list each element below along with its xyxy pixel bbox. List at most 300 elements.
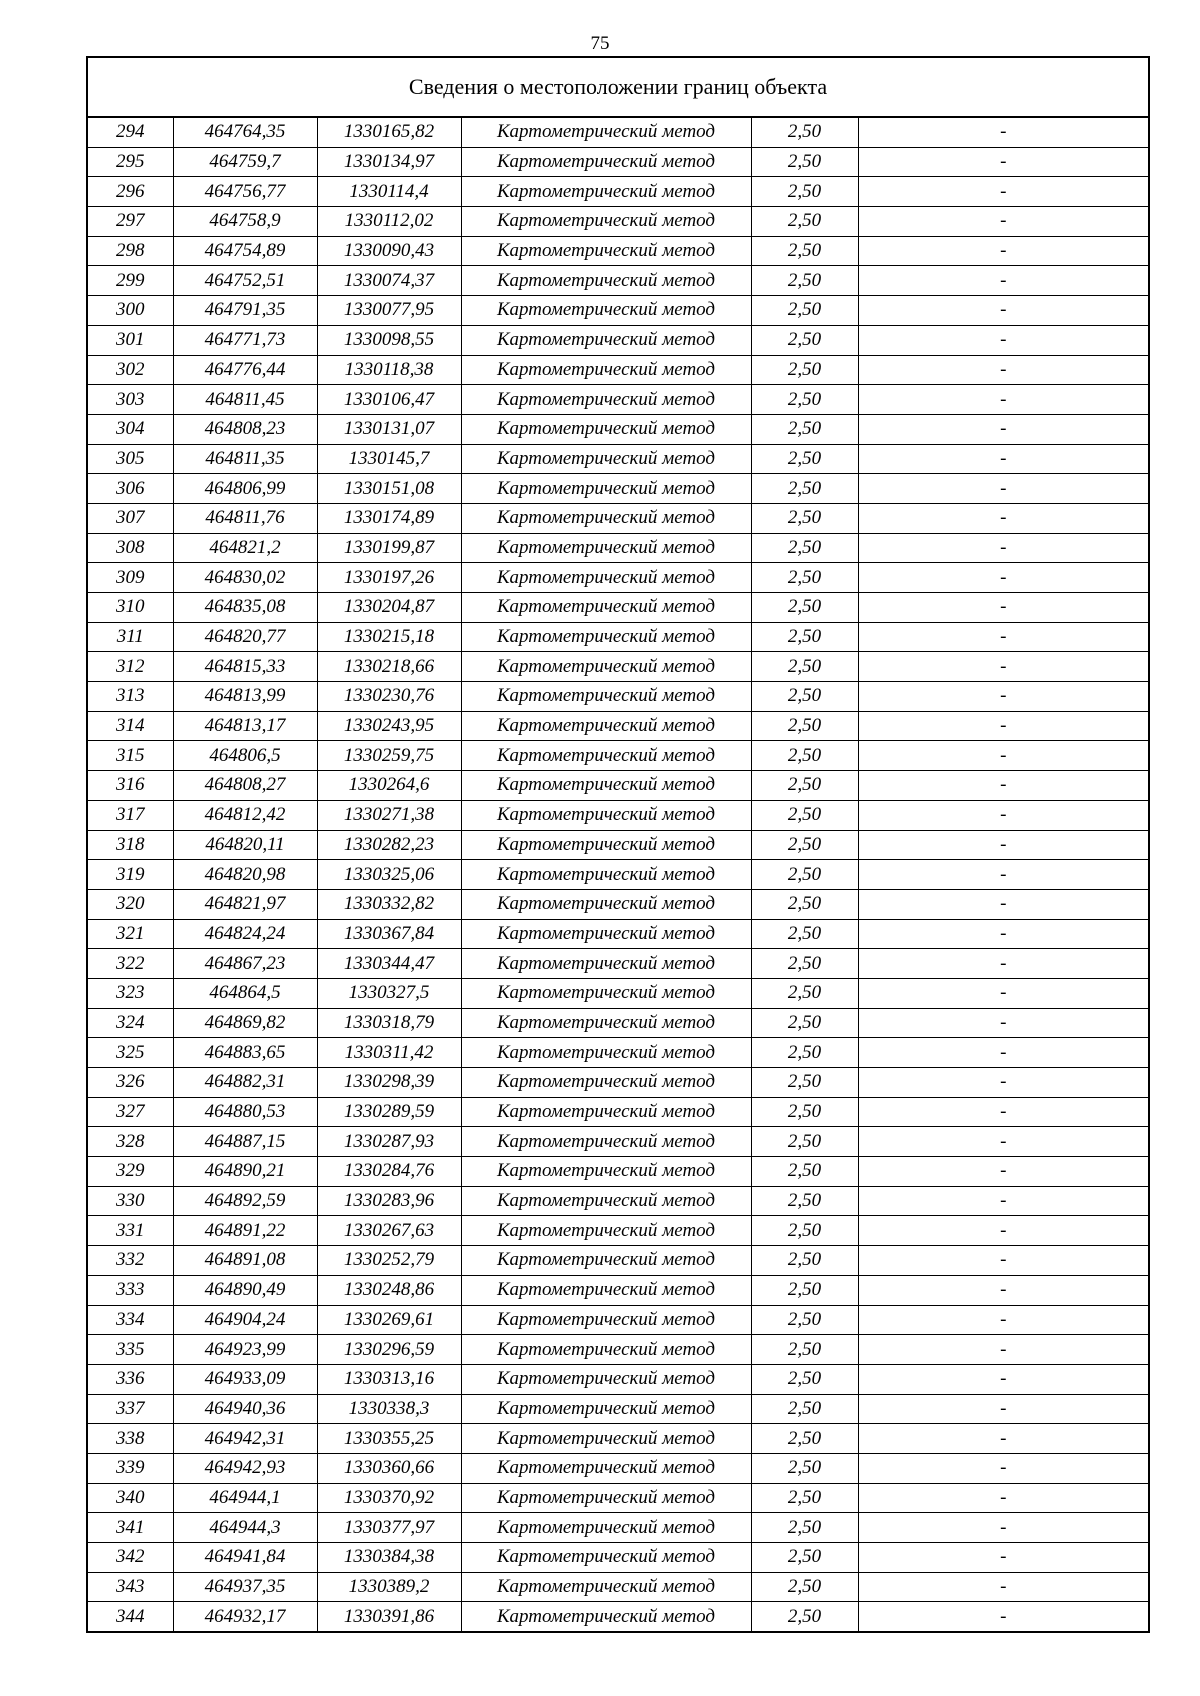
x-coordinate-cell: 464811,76 [173,503,317,533]
table-row [88,236,1148,266]
accuracy-cell: 2,50 [751,474,858,504]
table-row [88,711,1148,741]
description-cell: - [858,593,1148,623]
y-coordinate-cell: 1330165,82 [317,118,461,147]
method-cell: Картометрический метод [461,1453,751,1483]
y-coordinate-cell: 1330098,55 [317,325,461,355]
description-cell: - [858,1364,1148,1394]
method-cell: Картометрический метод [461,1246,751,1276]
y-coordinate-cell: 1330296,59 [317,1335,461,1365]
method-cell: Картометрический метод [461,296,751,326]
method-cell: Картометрический метод [461,1008,751,1038]
y-coordinate-cell: 1330077,95 [317,296,461,326]
x-coordinate-cell: 464923,99 [173,1335,317,1365]
method-cell: Картометрический метод [461,1394,751,1424]
x-coordinate-cell: 464941,84 [173,1543,317,1573]
y-coordinate-cell: 1330215,18 [317,622,461,652]
y-coordinate-cell: 1330114,4 [317,177,461,207]
method-cell: Картометрический метод [461,147,751,177]
point-number-cell: 307 [88,503,173,533]
table-row [88,652,1148,682]
description-cell: - [858,830,1148,860]
x-coordinate-cell: 464944,1 [173,1483,317,1513]
accuracy-cell: 2,50 [751,1157,858,1187]
method-cell: Картометрический метод [461,741,751,771]
description-cell: - [858,711,1148,741]
table-row [88,949,1148,979]
accuracy-cell: 2,50 [751,1305,858,1335]
y-coordinate-cell: 1330325,06 [317,860,461,890]
description-cell: - [858,800,1148,830]
table-row [88,1453,1148,1483]
accuracy-cell: 2,50 [751,1275,858,1305]
method-cell: Картометрический метод [461,771,751,801]
table-title: Сведения о местоположении границ объекта [88,58,1148,118]
point-number-cell: 324 [88,1008,173,1038]
table-row [88,1097,1148,1127]
x-coordinate-cell: 464813,17 [173,711,317,741]
table-row [88,296,1148,326]
description-cell: - [858,1513,1148,1543]
x-coordinate-cell: 464942,93 [173,1453,317,1483]
method-cell: Картометрический метод [461,474,751,504]
y-coordinate-cell: 1330283,96 [317,1186,461,1216]
method-cell: Картометрический метод [461,682,751,712]
method-cell: Картометрический метод [461,1275,751,1305]
description-cell: - [858,325,1148,355]
point-number-cell: 335 [88,1335,173,1365]
accuracy-cell: 2,50 [751,949,858,979]
method-cell: Картометрический метод [461,1424,751,1454]
method-cell: Картометрический метод [461,1364,751,1394]
point-number-cell: 303 [88,385,173,415]
point-number-cell: 329 [88,1157,173,1187]
table-row [88,1513,1148,1543]
x-coordinate-cell: 464812,42 [173,800,317,830]
y-coordinate-cell: 1330264,6 [317,771,461,801]
method-cell: Картометрический метод [461,1186,751,1216]
method-cell: Картометрический метод [461,652,751,682]
method-cell: Картометрический метод [461,1038,751,1068]
point-number-cell: 327 [88,1097,173,1127]
accuracy-cell: 2,50 [751,533,858,563]
accuracy-cell: 2,50 [751,682,858,712]
method-cell: Картометрический метод [461,1543,751,1573]
method-cell: Картометрический метод [461,385,751,415]
x-coordinate-cell: 464758,9 [173,207,317,237]
accuracy-cell: 2,50 [751,741,858,771]
point-number-cell: 333 [88,1275,173,1305]
table-row [88,593,1148,623]
accuracy-cell: 2,50 [751,325,858,355]
description-cell: - [858,563,1148,593]
accuracy-cell: 2,50 [751,771,858,801]
method-cell: Картометрический метод [461,118,751,147]
description-cell: - [858,1453,1148,1483]
x-coordinate-cell: 464759,7 [173,147,317,177]
method-cell: Картометрический метод [461,563,751,593]
x-coordinate-cell: 464764,35 [173,118,317,147]
x-coordinate-cell: 464835,08 [173,593,317,623]
method-cell: Картометрический метод [461,1097,751,1127]
accuracy-cell: 2,50 [751,1572,858,1602]
description-cell: - [858,652,1148,682]
point-number-cell: 321 [88,919,173,949]
method-cell: Картометрический метод [461,1216,751,1246]
accuracy-cell: 2,50 [751,1008,858,1038]
y-coordinate-cell: 1330074,37 [317,266,461,296]
x-coordinate-cell: 464904,24 [173,1305,317,1335]
table-row [88,1424,1148,1454]
y-coordinate-cell: 1330377,97 [317,1513,461,1543]
table-row [88,503,1148,533]
description-cell: - [858,1216,1148,1246]
y-coordinate-cell: 1330284,76 [317,1157,461,1187]
table-row [88,1394,1148,1424]
accuracy-cell: 2,50 [751,1543,858,1573]
x-coordinate-cell: 464891,08 [173,1246,317,1276]
x-coordinate-cell: 464937,35 [173,1572,317,1602]
accuracy-cell: 2,50 [751,919,858,949]
point-number-cell: 302 [88,355,173,385]
accuracy-cell: 2,50 [751,385,858,415]
table-row [88,533,1148,563]
description-cell: - [858,741,1148,771]
description-cell: - [858,1008,1148,1038]
point-number-cell: 309 [88,563,173,593]
table-row [88,118,1148,147]
x-coordinate-cell: 464824,24 [173,919,317,949]
table-row [88,1216,1148,1246]
point-number-cell: 341 [88,1513,173,1543]
description-cell: - [858,1246,1148,1276]
accuracy-cell: 2,50 [751,889,858,919]
table-row [88,207,1148,237]
method-cell: Картометрический метод [461,325,751,355]
point-number-cell: 326 [88,1068,173,1098]
description-cell: - [858,147,1148,177]
table-row [88,1068,1148,1098]
description-cell: - [858,177,1148,207]
x-coordinate-cell: 464882,31 [173,1068,317,1098]
point-number-cell: 332 [88,1246,173,1276]
point-number-cell: 330 [88,1186,173,1216]
method-cell: Картометрический метод [461,1513,751,1543]
point-number-cell: 336 [88,1364,173,1394]
point-number-cell: 316 [88,771,173,801]
description-cell: - [858,1038,1148,1068]
y-coordinate-cell: 1330112,02 [317,207,461,237]
method-cell: Картометрический метод [461,860,751,890]
y-coordinate-cell: 1330327,5 [317,978,461,1008]
y-coordinate-cell: 1330318,79 [317,1008,461,1038]
accuracy-cell: 2,50 [751,1097,858,1127]
point-number-cell: 320 [88,889,173,919]
description-cell: - [858,1335,1148,1365]
point-number-cell: 323 [88,978,173,1008]
method-cell: Картометрический метод [461,622,751,652]
accuracy-cell: 2,50 [751,1483,858,1513]
accuracy-cell: 2,50 [751,1186,858,1216]
point-number-cell: 343 [88,1572,173,1602]
accuracy-cell: 2,50 [751,1038,858,1068]
description-cell: - [858,355,1148,385]
y-coordinate-cell: 1330338,3 [317,1394,461,1424]
y-coordinate-cell: 1330145,7 [317,444,461,474]
table-row [88,889,1148,919]
accuracy-cell: 2,50 [751,978,858,1008]
x-coordinate-cell: 464820,11 [173,830,317,860]
point-number-cell: 344 [88,1602,173,1631]
x-coordinate-cell: 464811,45 [173,385,317,415]
y-coordinate-cell: 1330134,97 [317,147,461,177]
y-coordinate-cell: 1330282,23 [317,830,461,860]
y-coordinate-cell: 1330259,75 [317,741,461,771]
y-coordinate-cell: 1330360,66 [317,1453,461,1483]
point-number-cell: 312 [88,652,173,682]
table-row [88,860,1148,890]
y-coordinate-cell: 1330332,82 [317,889,461,919]
table-row [88,800,1148,830]
page-number: 75 [590,33,610,54]
description-cell: - [858,503,1148,533]
description-cell: - [858,385,1148,415]
point-number-cell: 325 [88,1038,173,1068]
point-number-cell: 342 [88,1543,173,1573]
point-number-cell: 310 [88,593,173,623]
method-cell: Картометрический метод [461,830,751,860]
description-cell: - [858,207,1148,237]
y-coordinate-cell: 1330344,47 [317,949,461,979]
accuracy-cell: 2,50 [751,563,858,593]
x-coordinate-cell: 464808,27 [173,771,317,801]
table-row [88,1275,1148,1305]
x-coordinate-cell: 464867,23 [173,949,317,979]
point-number-cell: 338 [88,1424,173,1454]
table-row [88,1038,1148,1068]
point-number-cell: 311 [88,622,173,652]
x-coordinate-cell: 464820,98 [173,860,317,890]
description-cell: - [858,919,1148,949]
description-cell: - [858,474,1148,504]
accuracy-cell: 2,50 [751,1513,858,1543]
accuracy-cell: 2,50 [751,1453,858,1483]
description-cell: - [858,889,1148,919]
method-cell: Картометрический метод [461,1068,751,1098]
point-number-cell: 322 [88,949,173,979]
table-row [88,1305,1148,1335]
accuracy-cell: 2,50 [751,444,858,474]
table-row [88,355,1148,385]
x-coordinate-cell: 464883,65 [173,1038,317,1068]
table-row [88,1157,1148,1187]
x-coordinate-cell: 464933,09 [173,1364,317,1394]
point-number-cell: 306 [88,474,173,504]
accuracy-cell: 2,50 [751,207,858,237]
table-row [88,177,1148,207]
table-row [88,741,1148,771]
x-coordinate-cell: 464752,51 [173,266,317,296]
accuracy-cell: 2,50 [751,1602,858,1631]
method-cell: Картометрический метод [461,1483,751,1513]
accuracy-cell: 2,50 [751,236,858,266]
y-coordinate-cell: 1330131,07 [317,414,461,444]
table-row [88,414,1148,444]
x-coordinate-cell: 464806,5 [173,741,317,771]
y-coordinate-cell: 1330106,47 [317,385,461,415]
x-coordinate-cell: 464821,97 [173,889,317,919]
method-cell: Картометрический метод [461,889,751,919]
point-number-cell: 305 [88,444,173,474]
table-row [88,830,1148,860]
accuracy-cell: 2,50 [751,860,858,890]
method-cell: Картометрический метод [461,949,751,979]
description-cell: - [1000,1605,1007,1627]
method-cell: Картометрический метод [461,533,751,563]
x-coordinate-cell: 464811,35 [173,444,317,474]
method-cell: Картометрический метод [461,1157,751,1187]
point-number-cell: 296 [88,177,173,207]
y-coordinate-cell: 1330389,2 [317,1572,461,1602]
point-number-cell: 317 [88,800,173,830]
method-cell: Картометрический метод [461,800,751,830]
method-cell: Картометрический метод [461,355,751,385]
x-coordinate-cell: 464942,31 [173,1424,317,1454]
description-cell: - [858,622,1148,652]
table-row [88,385,1148,415]
x-coordinate-cell: 464891,22 [173,1216,317,1246]
x-coordinate-cell: 464754,89 [173,236,317,266]
x-coordinate-cell: 464771,73 [173,325,317,355]
description-cell: - [858,414,1148,444]
boundary-coordinates-table [86,56,1150,1633]
method-cell: Картометрический метод [461,266,751,296]
point-number-cell: 299 [88,266,173,296]
accuracy-cell: 2,50 [751,593,858,623]
coordinates-grid [88,118,1148,1631]
description-cell: - [858,533,1148,563]
y-coordinate-cell: 1330271,38 [317,800,461,830]
description-cell: - [858,1186,1148,1216]
point-number-cell: 318 [88,830,173,860]
accuracy-cell: 2,50 [751,177,858,207]
table-row [88,1127,1148,1157]
accuracy-cell: 2,50 [751,1424,858,1454]
table-row [88,771,1148,801]
table-row [88,1186,1148,1216]
y-coordinate-cell: 1330287,93 [317,1127,461,1157]
x-coordinate-cell: 464890,49 [173,1275,317,1305]
table-row [88,325,1148,355]
table-row [88,1543,1148,1573]
table-row [88,1008,1148,1038]
method-cell: Картометрический метод [461,919,751,949]
accuracy-cell: 2,50 [751,503,858,533]
method-cell: Картометрический метод [461,978,751,1008]
accuracy-cell: 2,50 [751,414,858,444]
y-coordinate-cell: 1330269,61 [317,1305,461,1335]
accuracy-cell: 2,50 [751,1335,858,1365]
table-row [88,1483,1148,1513]
point-number-cell: 294 [88,118,173,147]
method-cell: Картометрический метод [461,1335,751,1365]
x-coordinate-cell: 464815,33 [173,652,317,682]
x-coordinate-cell: 464887,15 [173,1127,317,1157]
point-number-cell: 339 [88,1453,173,1483]
y-coordinate-cell: 1330313,16 [317,1364,461,1394]
y-coordinate-cell: 1330197,26 [317,563,461,593]
accuracy-cell: 2,50 [751,1127,858,1157]
description-cell: - [858,682,1148,712]
point-number-cell: 337 [88,1394,173,1424]
y-coordinate-cell: 1330248,86 [317,1275,461,1305]
y-coordinate-cell: 1330267,63 [317,1216,461,1246]
y-coordinate-cell: 1330384,38 [317,1543,461,1573]
point-number-cell: 298 [88,236,173,266]
method-cell: Картометрический метод [461,177,751,207]
y-coordinate-cell: 1330174,89 [317,503,461,533]
y-coordinate-cell: 1330230,76 [317,682,461,712]
accuracy-cell: 2,50 [751,296,858,326]
x-coordinate-cell: 464806,99 [173,474,317,504]
x-coordinate-cell: 464869,82 [173,1008,317,1038]
method-cell: Картометрический метод [461,711,751,741]
y-coordinate-cell: 1330218,66 [317,652,461,682]
accuracy-cell: 2,50 [751,652,858,682]
method-cell: Картометрический метод [461,1127,751,1157]
point-number-cell: 300 [88,296,173,326]
accuracy-cell: 2,50 [751,147,858,177]
x-coordinate-cell: 464932,17 [173,1602,317,1631]
accuracy-cell: 2,50 [751,830,858,860]
method-cell: Картометрический метод [461,444,751,474]
y-coordinate-cell: 1330391,86 [317,1602,461,1631]
point-number-cell: 340 [88,1483,173,1513]
point-number-cell: 331 [88,1216,173,1246]
method-cell: Картометрический метод [461,236,751,266]
description-cell: - [858,1394,1148,1424]
y-coordinate-cell: 1330252,79 [317,1246,461,1276]
accuracy-cell: 2,50 [751,1068,858,1098]
table-row [88,919,1148,949]
description-cell: - [858,118,1148,147]
description-cell: - [858,1483,1148,1513]
x-coordinate-cell: 464892,59 [173,1186,317,1216]
table-row [88,622,1148,652]
x-coordinate-cell: 464944,3 [173,1513,317,1543]
y-coordinate-cell: 1330204,87 [317,593,461,623]
x-coordinate-cell: 464880,53 [173,1097,317,1127]
y-coordinate-cell: 1330370,92 [317,1483,461,1513]
y-coordinate-cell: 1330289,59 [317,1097,461,1127]
coordinates-body [88,118,1148,1631]
accuracy-cell: 2,50 [751,118,858,147]
y-coordinate-cell: 1330118,38 [317,355,461,385]
y-coordinate-cell: 1330243,95 [317,711,461,741]
point-number-cell: 319 [88,860,173,890]
x-coordinate-cell: 464890,21 [173,1157,317,1187]
description-cell: - [858,236,1148,266]
accuracy-cell: 2,50 [751,266,858,296]
accuracy-cell: 2,50 [751,622,858,652]
table-row [88,266,1148,296]
method-cell: Картометрический метод [461,1305,751,1335]
description-cell: - [858,296,1148,326]
method-cell: Картометрический метод [461,503,751,533]
y-coordinate-cell: 1330151,08 [317,474,461,504]
x-coordinate-cell: 464791,35 [173,296,317,326]
point-number-cell: 297 [88,207,173,237]
